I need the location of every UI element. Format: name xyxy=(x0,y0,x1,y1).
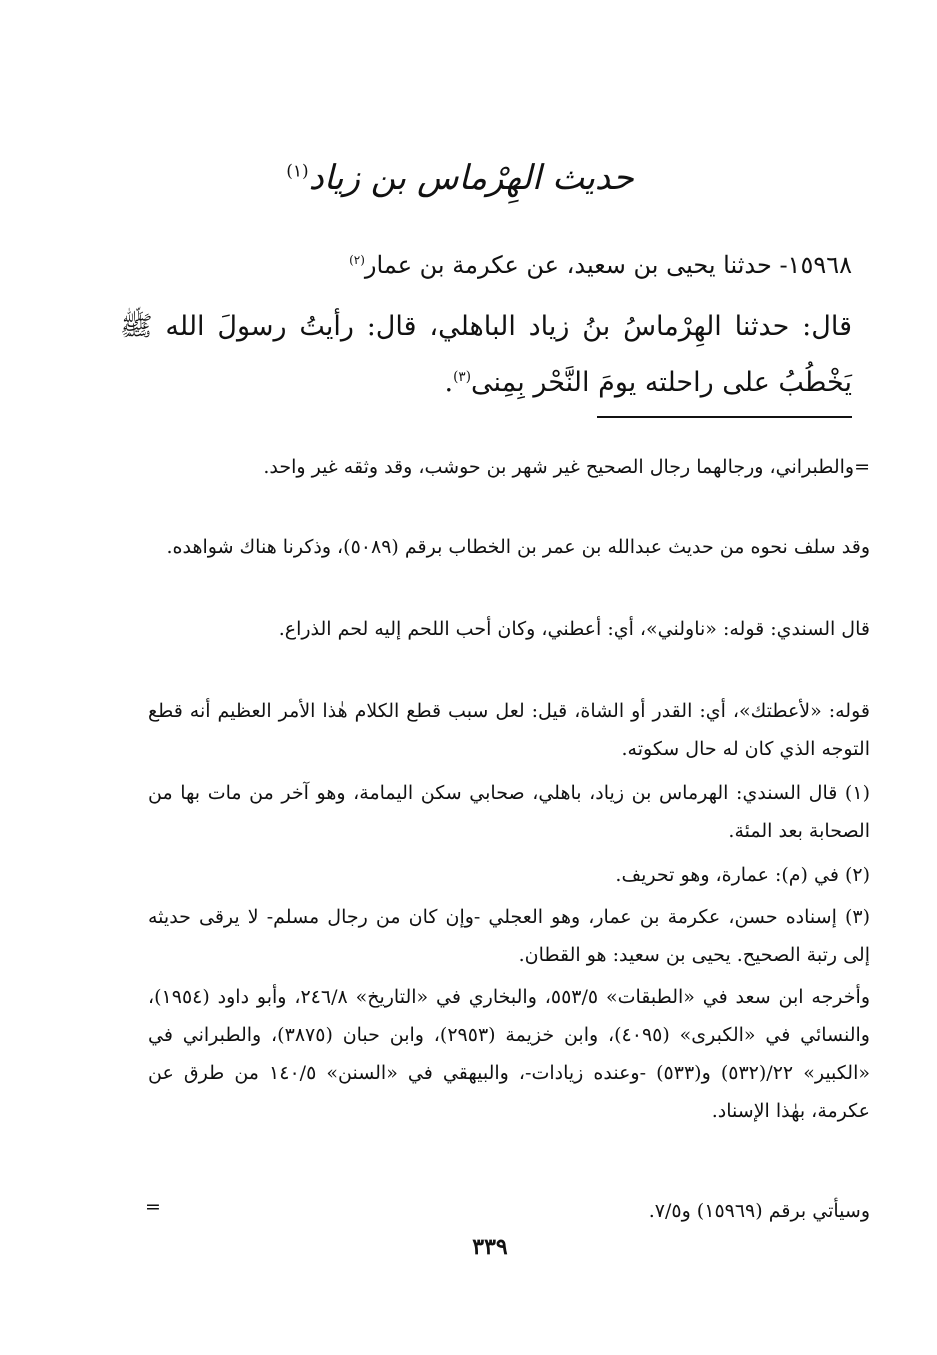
title-text: حديث الهِرْماس بن زياد xyxy=(308,158,634,198)
footnote-2: (٢) في (م): عمارة، وهو تحريف. xyxy=(615,864,870,886)
footnote-1: (١) قال السندي: الهرماس بن زياد، باهلي، صحابي سكن اليمامة، وهو آخر من مات بها من الصحابة بعد المئة. xyxy=(148,782,870,842)
hadith-chain xyxy=(140,240,852,285)
footnote-paragraph: قال السندي: قوله: «ناولني»، أي: أعطني، وكان أحب اللحم إليه لحم الذراع. xyxy=(278,618,870,640)
footnote-paragraph: قوله: «لأعطتك»، أي: القدر أو الشاة، قيل: لعل سبب قطع الكلام هٰذا الأمر العظيم أنه قطع التوجه الذي كان له حال سكوته. xyxy=(148,700,870,760)
footnote-divider xyxy=(597,416,852,418)
page-number: ٣٣٩ xyxy=(472,1234,508,1260)
hadith-body: قال: حدثنا الهِرْماسُ بنُ زياد الباهلي، قال: رأيتُ رسولَ الله ﷺ يَخْطُبُ على راحلته يومَ النَّحْر بِمِنى xyxy=(120,311,852,398)
footnote-paragraph: وسيأتي برقم (١٥٩٦٩) و٧/٥. xyxy=(648,1200,870,1222)
footnote-paragraph: وقد سلف نحوه من حديث عبدالله بن عمر بن الخطاب برقم (٥٠٨٩)، وذكرنا هناك شواهده. xyxy=(166,536,870,558)
continuation-mark: = xyxy=(145,1196,161,1218)
hadith-text-footnote-marker: (٣) xyxy=(453,369,471,385)
hadith-chain-text: ١٥٩٦٨- حدثنا يحيى بن سعيد، عن عكرمة بن عمار xyxy=(364,251,852,279)
title-footnote-marker: (١) xyxy=(286,161,309,182)
hadith-chain-footnote-marker: (٢) xyxy=(349,253,365,267)
page-title xyxy=(250,158,670,198)
footnote-continued: =والطبراني، ورجالهما رجال الصحيح غير شهر بن حوشب، وقد وثقه غير واحد. xyxy=(263,456,870,478)
hadith-text xyxy=(120,302,852,408)
hadith-text-end: . xyxy=(444,367,454,398)
footnote-3: (٣) إسناده حسن، عكرمة بن عمار، وهو العجلي -وإن كان من رجال مسلم- لا يرقى حديثه إلى رتبة الصحيح. يحيى بن سعيد: هو القطان. xyxy=(148,906,870,966)
footnote-paragraph: وأخرجه ابن سعد في «الطبقات» ٥٥٣/٥، والبخاري في «التاريخ» ٢٤٦/٨، وأبو داود (١٩٥٤)، والنسائي في «الكبرى» (٤٠٩٥)، وابن خزيمة (٢٩٥٣)، وابن حبان (٣٨٧٥)، والطبراني في «الكبير» ٢٢/(٥٣٢) و(٥٣٣) -وعنده زيادات-، والبيهقي في «السنن» ١٤٠/٥ من طرق عن عكرمة، بهٰذا الإسناد. xyxy=(148,986,870,1122)
